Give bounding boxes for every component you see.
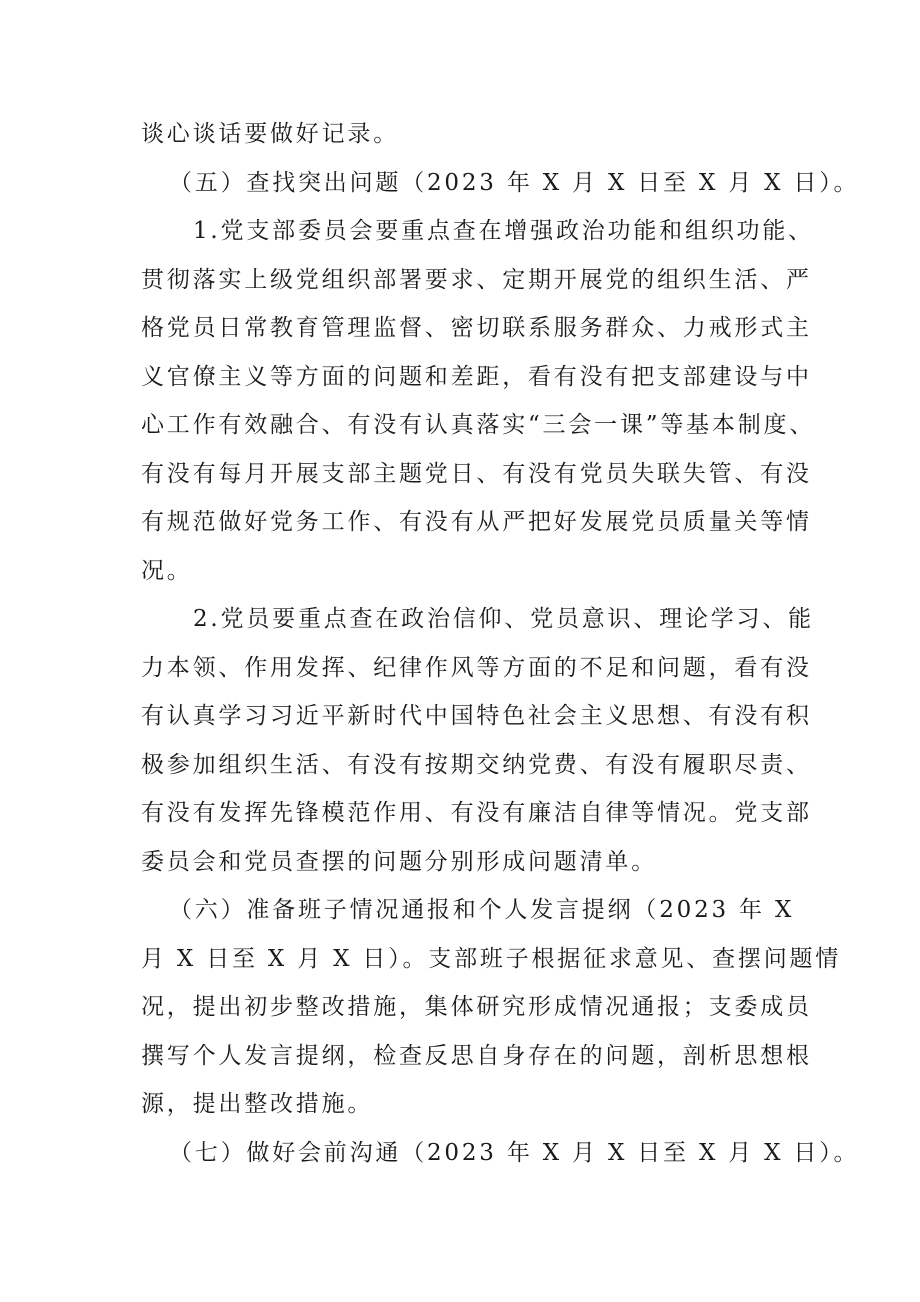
text-line: （六）准备班子情况通报和个人发言提纲（2023 年 X — [169, 897, 795, 923]
text-line: （五）查找突出问题（2023 年 X 月 X 日至 X 月 X 日）。 — [169, 169, 860, 196]
text-line: 格党员日常教育管理监督、密切联系服务群众、力戒形式主 — [141, 315, 812, 341]
text-line: 心工作有效融合、有没有认真落实“三会一课”等基本制度、 — [141, 412, 816, 438]
text-line: 况，提出初步整改措施，集体研究形成情况通报；支委成员 — [141, 994, 812, 1020]
text-line: 况。 — [141, 557, 193, 584]
text-line: 月 X 日至 X 月 X 日）。支部班子根据征求意见、查摆问题情 — [141, 945, 842, 972]
text-line: 有没有发挥先锋模范作用、有没有廉洁自律等情况。党支部 — [141, 800, 812, 826]
document-body — [141, 110, 860, 1177]
text-line: 力本领、作用发挥、纪律作风等方面的不足和问题，看有没 — [141, 654, 812, 681]
text-line: 义官僚主义等方面的问题和差距，看有没有把支部建设与中 — [141, 363, 812, 390]
text-line: 有认真学习习近平新时代中国特色社会主义思想、有没有积 — [141, 703, 812, 729]
text-line: 极参加组织生活、有没有按期交纳党费、有没有履职尽责、 — [141, 751, 812, 778]
text-line: 源，提出整改措施。 — [141, 1091, 374, 1117]
text-line: 2.党员要重点查在政治信仰、党员意识、理论学习、能 — [193, 606, 814, 632]
text-line: （七）做好会前沟通（2023 年 X 月 X 日至 X 月 X 日）。 — [169, 1139, 860, 1166]
section-heading-5 — [141, 159, 860, 208]
text-line: 撰写个人发言提纲，检查反思自身存在的问题，剖析思想根 — [141, 1042, 812, 1069]
paragraph-item-1 — [141, 207, 816, 595]
text-line: 委员会和党员查摆的问题分别形成问题清单。 — [141, 848, 657, 875]
text-line: 1.党支部委员会要重点查在增强政治功能和组织功能、 — [193, 218, 814, 244]
text-line: 贯彻落实上级党组织部署要求、定期开展党的组织生活、严 — [141, 266, 812, 293]
paragraph-continuation — [141, 110, 793, 159]
text-line: 谈心谈话要做好记录。 — [141, 121, 399, 147]
paragraph-item-2 — [141, 595, 814, 886]
section-heading-6 — [141, 886, 842, 1129]
section-heading-7 — [141, 1129, 860, 1178]
text-line: 有规范做好党务工作、有没有从严把好发展党员质量关等情 — [141, 509, 812, 535]
text-line: 有没有每月开展支部主题党日、有没有党员失联失管、有没 — [141, 460, 812, 487]
